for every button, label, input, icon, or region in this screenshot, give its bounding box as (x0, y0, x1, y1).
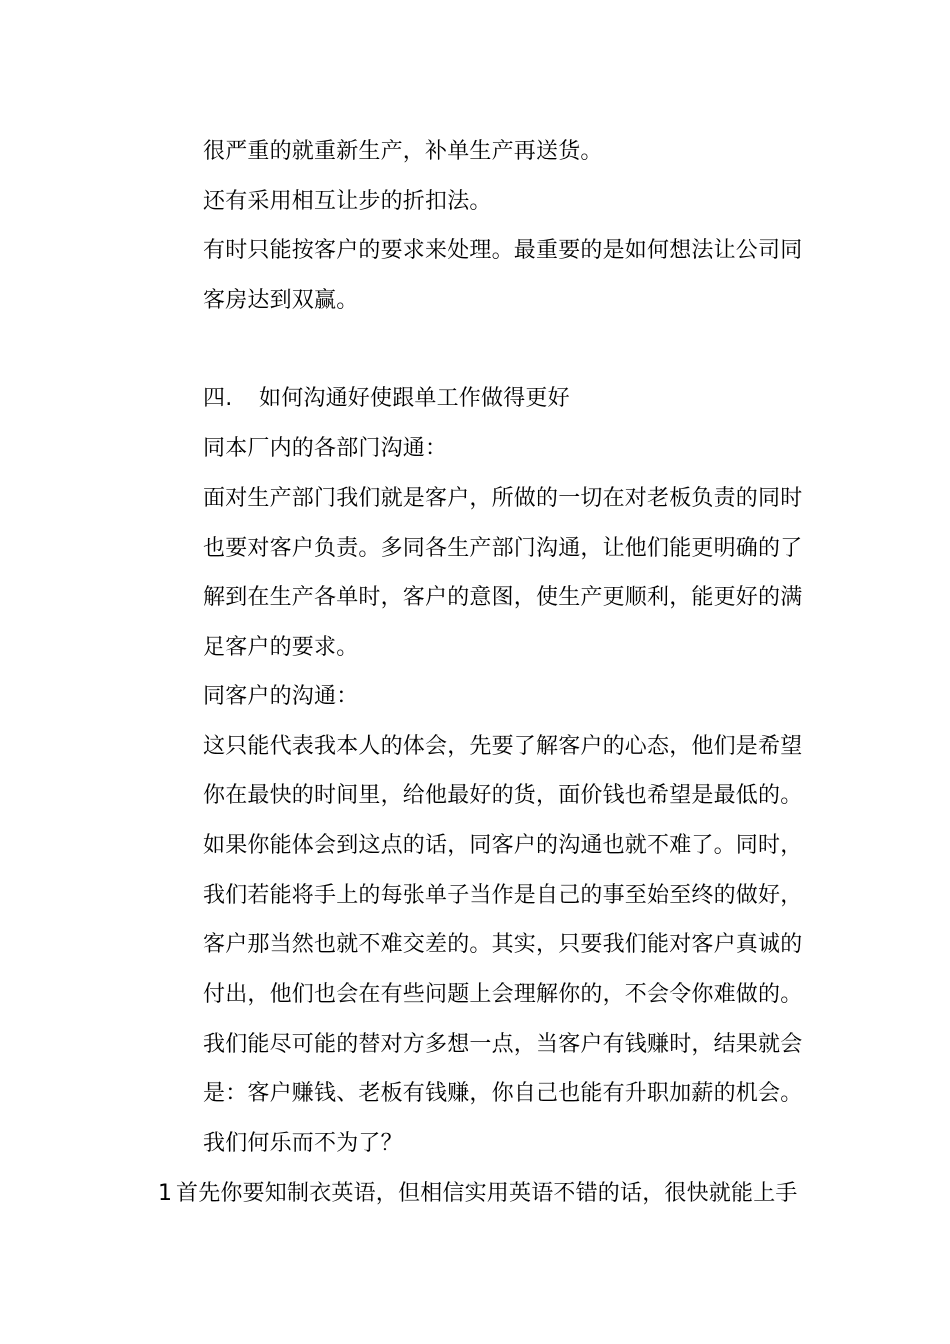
section-heading (203, 385, 823, 413)
paragraph-line: 很严重的就重新生产，补单生产再送货。 (203, 139, 603, 164)
list-item-number: 1 (158, 1181, 173, 1206)
list-item (158, 1180, 798, 1208)
paragraph-line: 如果你能体会到这点的话，同客户的沟通也就不难了。同时， (203, 833, 803, 858)
paragraph-line: 客户那当然也就不难交差的。其实，只要我们能对客户真诚的 (203, 932, 803, 957)
paragraph-line: 付出，他们也会在有些问题上会理解你的，不会令你难做的。 (203, 982, 803, 1007)
paragraph-line: 是：客户赚钱、老板有钱赚，你自己也能有升职加薪的机会。 (203, 1081, 803, 1106)
paragraph-line: 我们何乐而不为了？ (203, 1131, 403, 1156)
paragraph-line: 有时只能按客户的要求来处理。最重要的是如何想法让公司同 (203, 238, 803, 263)
paragraph-line: 也要对客户负责。多同各生产部门沟通，让他们能更明确的了 (203, 536, 803, 561)
paragraph-line: 面对生产部门我们就是客户，所做的一切在对老板负责的同时 (203, 486, 803, 511)
list-item-text: 首先你要知制衣英语，但相信实用英语不错的话，很快就能上手 (176, 1181, 798, 1206)
paragraph-line: 足客户的要求。 (203, 635, 359, 660)
subheading-customer: 同客户的沟通： (203, 684, 359, 709)
paragraph-line: 我们若能将手上的每张单子当作是自己的事至始至终的做好， (203, 883, 803, 908)
paragraph-line: 还有采用相互让步的折扣法。 (203, 189, 492, 214)
section-number: 四. (203, 386, 233, 411)
paragraph-line: 你在最快的时间里，给他最好的货，面价钱也希望是最低的。 (203, 783, 803, 808)
subheading-internal: 同本厂内的各部门沟通： (203, 436, 448, 461)
paragraph-line: 我们能尽可能的替对方多想一点，当客户有钱赚时，结果就会 (203, 1032, 803, 1057)
paragraph-line: 这只能代表我本人的体会，先要了解客户的心态，他们是希望 (203, 734, 803, 759)
paragraph-line: 解到在生产各单时，客户的意图，使生产更顺利，能更好的满 (203, 585, 803, 610)
paragraph-line: 客房达到双赢。 (203, 288, 359, 313)
section-title: 如何沟通好使跟单工作做得更好 (259, 386, 570, 411)
